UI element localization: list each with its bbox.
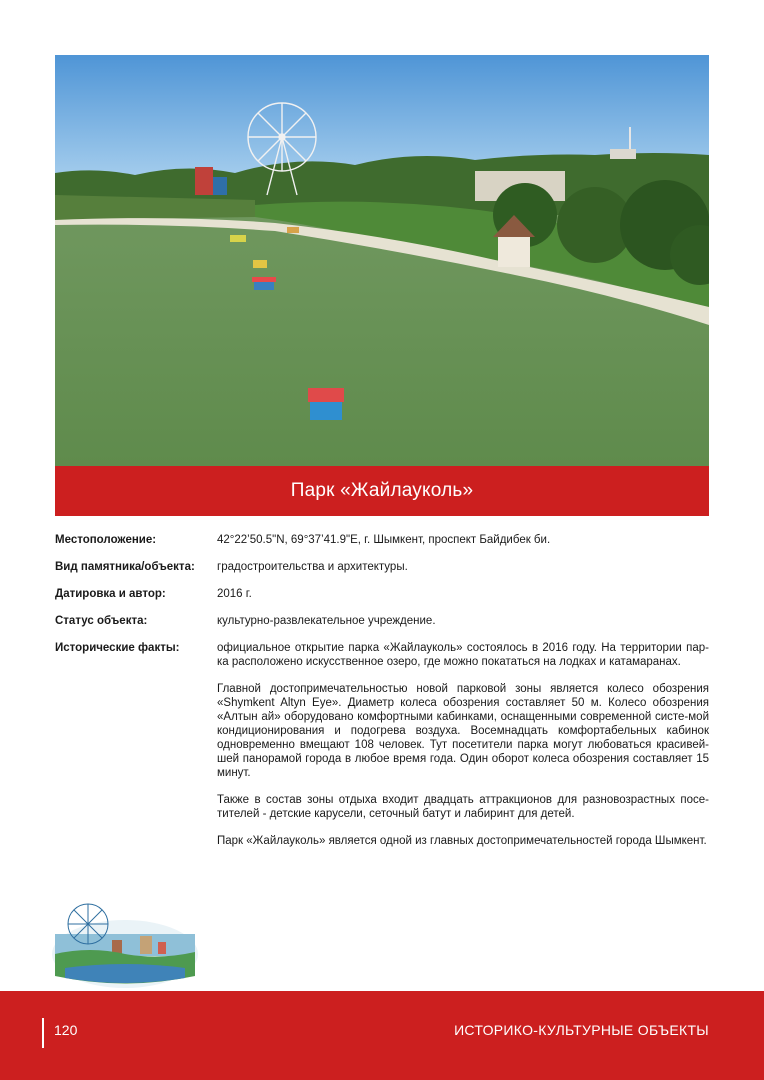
info-row-type	[55, 560, 709, 574]
page-title: Парк «Жайлауколь»	[55, 466, 709, 516]
info-row-date	[55, 587, 709, 601]
park-lake-photo	[55, 55, 709, 466]
history-paragraph: Парк «Жайлауколь» является одной из главных достопримечательностей города Шымкент.	[217, 835, 707, 847]
footer-divider	[42, 1018, 44, 1048]
info-row-history	[55, 641, 709, 848]
type-value: градостроительства и архитектуры.	[217, 561, 408, 573]
history-paragraph: Также в состав зоны отдыха входит двадцать аттракционов для разновозрастных посе-тителей - детские карусели, сеточный батут и лабиринт для детей.	[217, 794, 709, 820]
type-label: Вид памятника/объекта:	[55, 561, 195, 573]
info-row-status	[55, 614, 709, 628]
history-paragraph: Главной достопримечательностью новой парковой зоны является колесо обозрения «Shymkent Altyn Eye». Диаметр колеса обозрения составляет 50 м. Колесо обозрения «Алтын ай» оборудовано комфортными кабинками, оснащенными современной систе-мой кондиционирования и подогрева воздуха. Восемнадцать комфортабельных кабинок одновременно вмещают 108 человек. Тут посетители парка могут любоваться красивей-шей панорамой города в любое время года. Один оборот колеса обозрения составляет 15 минут.	[217, 683, 709, 779]
info-table	[55, 533, 709, 861]
history-label: Исторические факты:	[55, 642, 180, 654]
status-value: культурно-развлекательное учреждение.	[217, 615, 436, 627]
info-row-location	[55, 533, 709, 547]
park-illustration-icon	[50, 896, 200, 991]
date-value: 2016 г.	[217, 588, 252, 600]
location-label: Местоположение:	[55, 534, 157, 546]
status-label: Статус объекта:	[55, 615, 148, 627]
history-text	[217, 641, 709, 848]
history-paragraph: официальное открытие парка «Жайлауколь» состоялось в 2016 году. На территории пар-ка расположено искусственное озеро, где можно покататься на лодках и катамаранах.	[217, 642, 709, 668]
section-title: ИСТОРИКО-КУЛЬТУРНЫЕ ОБЪЕКТЫ	[454, 1022, 709, 1038]
page-number: 120	[54, 1022, 78, 1038]
location-value: 42°22’50.5"N, 69°37’41.9"E, г. Шымкент, проспект Байдибек би.	[217, 534, 551, 546]
page-footer	[0, 991, 764, 1080]
date-label: Датировка и автор:	[55, 588, 166, 600]
